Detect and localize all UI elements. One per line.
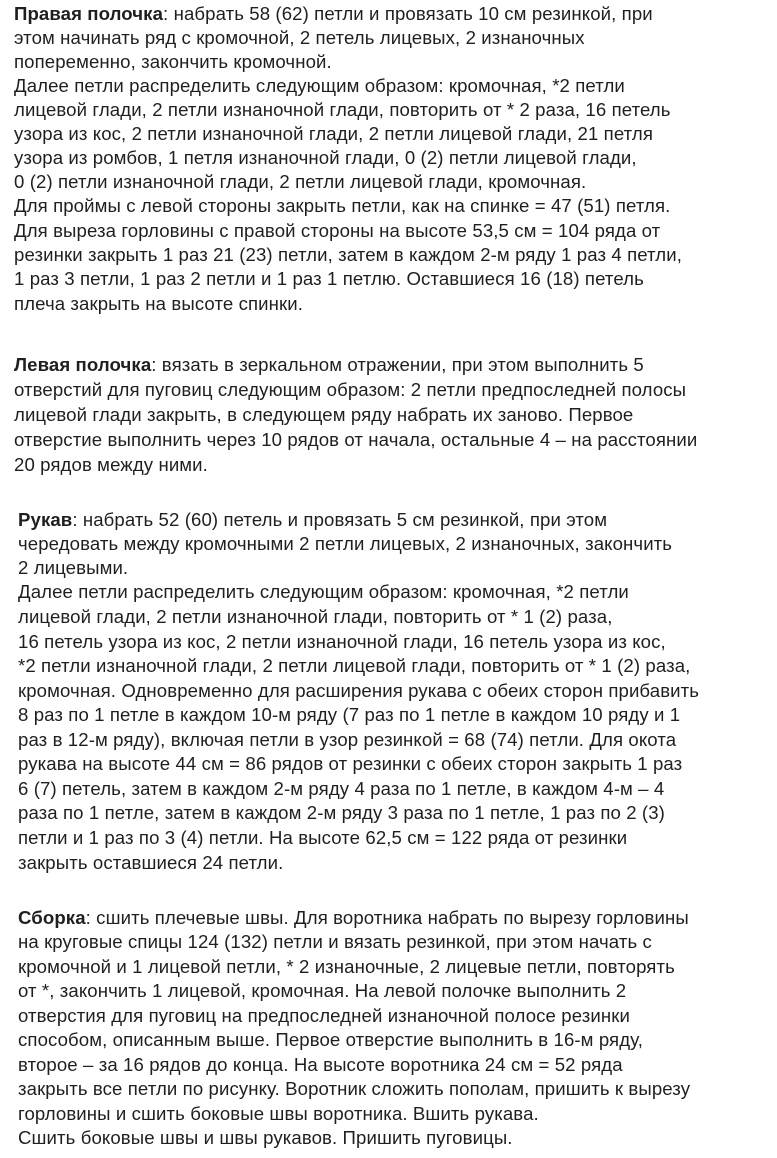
section-assembly-line: отверстия для пуговиц на предпоследней изнаночной полосе резинки bbox=[18, 1005, 630, 1026]
section-assembly-line: кромочной и 1 лицевой петли, * 2 изнаночные, 2 лицевые петли, повторять bbox=[18, 956, 675, 977]
section-right-front-line: плеча закрыть на высоте спинки. bbox=[14, 293, 303, 314]
section-sleeve-line: 2 лицевыми. bbox=[18, 557, 129, 578]
section-sleeve-line: кромочная. Одновременно для расширения рукава с обеих сторон прибавить bbox=[18, 680, 700, 701]
section-right-front-line: 1 раз 3 петли, 1 раз 2 петли и 1 раз 1 петлю. Оставшиеся 16 (18) петель bbox=[14, 268, 644, 289]
section-left-front-line-1-text: : вязать в зеркальном отражении, при этом выполнить 5 bbox=[151, 354, 644, 375]
section-sleeve-line: лицевой глади, 2 петли изнаночной глади, повторить от * 1 (2) раза, bbox=[18, 606, 613, 627]
section-sleeve-line: 8 раз по 1 петле в каждом 10-м ряду (7 раз по 1 петле в каждом 10 ряду и 1 bbox=[18, 704, 681, 725]
section-assembly-line: горловины и сшить боковые швы воротника. Вшить рукава. bbox=[18, 1103, 539, 1124]
section-assembly-line-1-text: : сшить плечевые швы. Для воротника набрать по вырезу горловины bbox=[85, 907, 689, 928]
section-right-front-line: 0 (2) петли изнаночной глади, 2 петли лицевой глади, кромочная. bbox=[14, 171, 587, 192]
section-right-front-line: резинки закрыть 1 раз 21 (23) петли, затем в каждом 2-м ряду 1 раз 4 петли, bbox=[14, 244, 682, 265]
section-right-front-line: Для выреза горловины с правой стороны на высоте 53,5 см = 104 ряда от bbox=[14, 220, 661, 241]
section-sleeve-line: рукава на высоте 44 см = 86 рядов от резинки с обеих сторон закрыть 1 раз bbox=[18, 753, 683, 774]
section-assembly-line-1 bbox=[18, 906, 689, 930]
section-sleeve-heading: Рукав bbox=[18, 509, 73, 530]
section-sleeve-line: чередовать между кромочными 2 петли лицевых, 2 изнаночных, закончить bbox=[18, 533, 673, 554]
section-sleeve-line: *2 петли изнаночной глади, 2 петли лицевой глади, повторить от * 1 (2) раза, bbox=[18, 655, 691, 676]
section-right-front-heading: Правая полочка bbox=[14, 3, 164, 24]
section-sleeve-line-1-text: : набрать 52 (60) петель и провязать 5 см резинкой, при этом bbox=[72, 509, 608, 530]
section-left-front-line: 20 рядов между ними. bbox=[14, 454, 208, 475]
section-right-front-line-1 bbox=[14, 2, 653, 26]
section-right-front-line: Далее петли распределить следующим образом: кромочная, *2 петли bbox=[14, 75, 625, 96]
section-left-front-line: отверстий для пуговиц следующим образом: 2 петли предпоследней полосы bbox=[14, 379, 687, 400]
section-assembly-line: способом, описанным выше. Первое отверстие выполнить в 16-м ряду, bbox=[18, 1029, 643, 1050]
section-left-front-heading: Левая полочка bbox=[14, 354, 152, 375]
section-assembly-line: закрыть все петли по рисунку. Воротник сложить пополам, пришить к вырезу bbox=[18, 1078, 691, 1099]
section-right-front-line: этом начинать ряд с кромочной, 2 петель лицевых, 2 изнаночных bbox=[14, 27, 585, 48]
section-right-front-line: Для проймы с левой стороны закрыть петли, как на спинке = 47 (51) петля. bbox=[14, 195, 671, 216]
section-assembly-line: Сшить боковые швы и швы рукавов. Пришить пуговицы. bbox=[18, 1127, 513, 1148]
section-sleeve-line: закрыть оставшиеся 24 петли. bbox=[18, 852, 284, 873]
section-left-front-line: лицевой глади закрыть, в следующем ряду набрать их заново. Первое bbox=[14, 404, 634, 425]
section-sleeve-line-1 bbox=[18, 508, 607, 532]
section-left-front-line: отверстие выполнить через 10 рядов от начала, остальные 4 – на расстоянии bbox=[14, 429, 698, 450]
section-left-front-line-1 bbox=[14, 353, 644, 377]
section-right-front-line: попеременно, закончить кромочной. bbox=[14, 51, 332, 72]
section-sleeve-line: 16 петель узора из кос, 2 петли изнаночной глади, 16 петель узора из кос, bbox=[18, 631, 666, 652]
section-assembly-line: на круговые спицы 124 (132) петли и вязать резинкой, при этом начать с bbox=[18, 931, 652, 952]
section-right-front-line-1-text: : набрать 58 (62) петли и провязать 10 см резинкой, при bbox=[163, 3, 653, 24]
section-assembly-heading: Сборка bbox=[18, 907, 86, 928]
section-sleeve-line: раз в 12-м ряду), включая петли в узор резинкой = 68 (74) петли. Для окота bbox=[18, 729, 677, 750]
section-sleeve-line: раза по 1 петле, затем в каждом 2-м ряду 3 раза по 1 петле, 1 раз по 2 (3) bbox=[18, 802, 665, 823]
section-assembly-line: второе – за 16 рядов до конца. На высоте воротника 24 см = 52 ряда bbox=[18, 1054, 623, 1075]
section-sleeve-line: Далее петли распределить следующим образом: кромочная, *2 петли bbox=[18, 581, 629, 602]
section-right-front-line: лицевой глади, 2 петли изнаночной глади, повторить от * 2 раза, 16 петель bbox=[14, 99, 671, 120]
section-right-front-line: узора из кос, 2 петли изнаночной глади, 2 петли лицевой глади, 21 петля bbox=[14, 123, 653, 144]
section-sleeve-line: 6 (7) петель, затем в каждом 2-м ряду 4 раза по 1 петле, в каждом 4-м – 4 bbox=[18, 778, 665, 799]
section-right-front-line: узора из ромбов, 1 петля изнаночной глади, 0 (2) петли лицевой глади, bbox=[14, 147, 637, 168]
section-sleeve-line: петли и 1 раз по 3 (4) петли. На высоте 62,5 см = 122 ряда от резинки bbox=[18, 827, 628, 848]
section-assembly-line: от *, закончить 1 лицевой, кромочная. На левой полочке выполнить 2 bbox=[18, 980, 627, 1001]
